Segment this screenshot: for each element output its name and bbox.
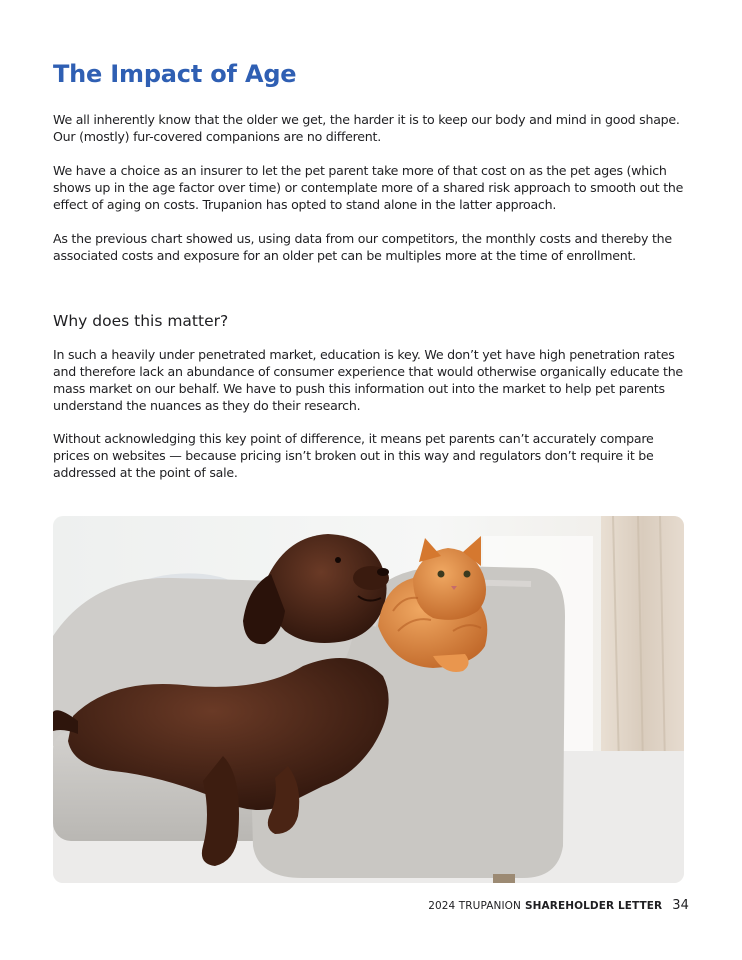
page-title: The Impact of Age: [53, 60, 297, 88]
section-subheading: Why does this matter?: [53, 312, 229, 330]
dog-and-cat-photo: [53, 516, 684, 883]
page-footer: [428, 898, 689, 913]
intro-paragraph-1: We all inherently know that the older we get, the harder it is to keep our body and mind in good shape. Our (mostly) fur-covered companions are no different.: [53, 112, 680, 144]
why-paragraph-1: In such a heavily under penetrated market, education is key. We don’t yet have high penetration rates and therefore lack an abundance of consumer experience that would otherwise organically educate the mass market on our behalf. We have to push this information out into the market to help pet parents understand the nuances as they do their research.: [53, 347, 683, 413]
footer-label-bold: SHAREHOLDER LETTER: [524, 900, 663, 912]
page-number: 34: [672, 898, 689, 913]
footer-label: 2024 TRUPANION: [428, 900, 521, 912]
intro-paragraph-3: As the previous chart showed us, using data from our competitors, the monthly costs and thereby the associated costs and exposure for an older pet can be multiples more at the time of enrollment.: [53, 231, 672, 263]
intro-paragraph-2: We have a choice as an insurer to let the pet parent take more of that cost on as the pet ages (which shows up in the age factor over time) or contemplate more of a shared risk approach to smooth out the effect of aging on costs. Trupanion has opted to stand alone in the latter approach.: [53, 163, 684, 212]
why-paragraph-2: Without acknowledging this key point of difference, it means pet parents can’t accurately compare prices on websites — because pricing isn’t broken out in this way and regulators don’t require it be addressed at the point of sale.: [53, 431, 654, 480]
